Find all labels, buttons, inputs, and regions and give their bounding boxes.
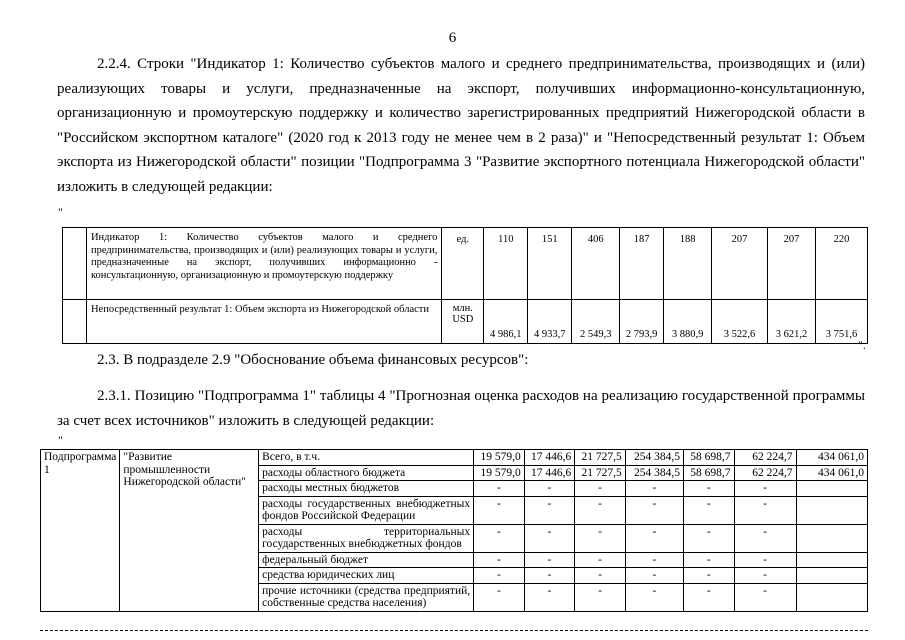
- value-cell: -: [474, 496, 525, 524]
- paragraph-2-3: 2.3. В подразделе 2.9 "Обоснование объема финансовых ресурсов":: [97, 352, 529, 368]
- value-cell: -: [625, 552, 683, 568]
- value-cell: 207: [712, 228, 768, 300]
- value-cell: 3 522,6: [712, 300, 768, 344]
- subprogram-title-cell: "Развитие промышленности Нижегородской области": [120, 450, 259, 612]
- row-label: федеральный бюджет: [259, 552, 474, 568]
- value-cell: [796, 481, 868, 497]
- value-cell: -: [524, 568, 575, 584]
- value-cell: 207: [768, 228, 816, 300]
- value-cell: -: [474, 524, 525, 552]
- row-label: расходы областного бюджета: [259, 465, 474, 481]
- value-cell: -: [524, 481, 575, 497]
- value-cell: 4 986,1: [484, 300, 528, 344]
- value-cell: -: [625, 583, 683, 611]
- value-cell: [796, 568, 868, 584]
- value-cell: [796, 583, 868, 611]
- value-cell: 4 933,7: [528, 300, 572, 344]
- value-cell: 220: [815, 228, 867, 300]
- value-cell: -: [625, 496, 683, 524]
- table-cell: [63, 228, 87, 300]
- value-cell: -: [524, 552, 575, 568]
- value-cell: 3 621,2: [768, 300, 816, 344]
- value-cell: -: [575, 552, 626, 568]
- value-cell: -: [474, 552, 525, 568]
- value-cell: -: [684, 552, 735, 568]
- value-cell: 188: [664, 228, 712, 300]
- page-bottom-divider: [40, 630, 868, 631]
- value-cell: -: [575, 481, 626, 497]
- value-cell: 21 727,5: [575, 450, 626, 466]
- value-cell: -: [575, 496, 626, 524]
- value-cell: 19 579,0: [474, 450, 525, 466]
- value-cell: -: [734, 481, 796, 497]
- open-quote-2: ": [58, 433, 63, 447]
- row-label: средства юридических лиц: [259, 568, 474, 584]
- paragraph-2-3-1: 2.3.1. Позицию "Подпрограмма 1" таблицы 4 "Прогнозная оценка расходов на реализацию государственной программы за счет всех источников" изложить в следующей редакции:: [57, 388, 865, 429]
- value-cell: -: [625, 524, 683, 552]
- value-cell: 254 384,5: [625, 465, 683, 481]
- subprogram-cell: Подпрограмма 1: [41, 450, 120, 612]
- value-cell: -: [734, 524, 796, 552]
- value-cell: 21 727,5: [575, 465, 626, 481]
- value-cell: 19 579,0: [474, 465, 525, 481]
- value-cell: 187: [620, 228, 664, 300]
- value-cell: 2 549,3: [572, 300, 620, 344]
- value-cell: -: [575, 524, 626, 552]
- value-cell: 3 751,6: [815, 300, 867, 344]
- close-quote-1: ".: [858, 338, 866, 352]
- value-cell: -: [474, 583, 525, 611]
- value-cell: 62 224,7: [734, 465, 796, 481]
- value-cell: 254 384,5: [625, 450, 683, 466]
- value-cell: -: [524, 496, 575, 524]
- value-cell: 62 224,7: [734, 450, 796, 466]
- expenses-table: [40, 449, 868, 612]
- value-cell: -: [625, 481, 683, 497]
- value-cell: 151: [528, 228, 572, 300]
- value-cell: -: [684, 568, 735, 584]
- row-label: прочие источники (средства предприятий, собственные средства населения): [259, 583, 474, 611]
- value-cell: -: [734, 583, 796, 611]
- value-cell: -: [524, 583, 575, 611]
- row-label: расходы местных бюджетов: [259, 481, 474, 497]
- table-cell: [63, 300, 87, 344]
- value-cell: -: [524, 524, 575, 552]
- row-label: расходы государственных внебюджетных фондов Российской Федерации: [259, 496, 474, 524]
- table-row: [41, 450, 868, 466]
- row-label: расходы территориальных государственных внебюджетных фондов: [259, 524, 474, 552]
- unit-cell: млн. USD: [442, 300, 484, 344]
- row-label: Всего, в т.ч.: [259, 450, 474, 466]
- unit-cell: ед.: [442, 228, 484, 300]
- table-row: [63, 228, 868, 300]
- value-cell: -: [684, 481, 735, 497]
- value-cell: 434 061,0: [796, 465, 868, 481]
- indicator-table: [62, 227, 868, 344]
- value-cell: -: [474, 568, 525, 584]
- value-cell: -: [575, 583, 626, 611]
- value-cell: 58 698,7: [684, 465, 735, 481]
- value-cell: -: [734, 552, 796, 568]
- paragraph-2-2-4: 2.2.4. Строки "Индикатор 1: Количество субъектов малого и среднего предпринимательства, производящих и (или) реализующих товары и услуги, предназначенные на экспорт, получивших информационно-консультационную, организационную и промоутерскую поддержку и количество зарегистрированных предприятий Нижегородской области в "Российском экспортном каталоге" (2020 год к 2013 году не менее чем в 2 раза)" и "Непосредственный результат 1: Объем экспорта из Нижегородской области" позиции "Подпрограмма 3 "Развитие экспортного потенциала Нижегородской области" изложить в следующей редакции:: [57, 56, 865, 195]
- value-cell: 17 446,6: [524, 465, 575, 481]
- open-quote-1: ": [58, 205, 63, 219]
- value-cell: -: [474, 481, 525, 497]
- value-cell: 17 446,6: [524, 450, 575, 466]
- result-1-text: Непосредственный результат 1: Объем экспорта из Нижегородской области: [86, 300, 441, 344]
- value-cell: [796, 524, 868, 552]
- value-cell: -: [734, 496, 796, 524]
- value-cell: 406: [572, 228, 620, 300]
- value-cell: -: [575, 568, 626, 584]
- value-cell: [796, 552, 868, 568]
- value-cell: 58 698,7: [684, 450, 735, 466]
- value-cell: 3 880,9: [664, 300, 712, 344]
- table-row: [63, 300, 868, 344]
- value-cell: -: [734, 568, 796, 584]
- page-number: 6: [448, 30, 457, 46]
- value-cell: 434 061,0: [796, 450, 868, 466]
- value-cell: -: [625, 568, 683, 584]
- value-cell: 110: [484, 228, 528, 300]
- value-cell: -: [684, 524, 735, 552]
- value-cell: -: [684, 583, 735, 611]
- value-cell: 2 793,9: [620, 300, 664, 344]
- indicator-1-text: Индикатор 1: Количество субъектов малого и среднего предпринимательства, производящих и (или) реализующих товары и услуги, предназначенные на экспорт, получивших информационно - консультационную, организационную и промоутерскую поддержку: [86, 228, 441, 300]
- value-cell: [796, 496, 868, 524]
- value-cell: -: [684, 496, 735, 524]
